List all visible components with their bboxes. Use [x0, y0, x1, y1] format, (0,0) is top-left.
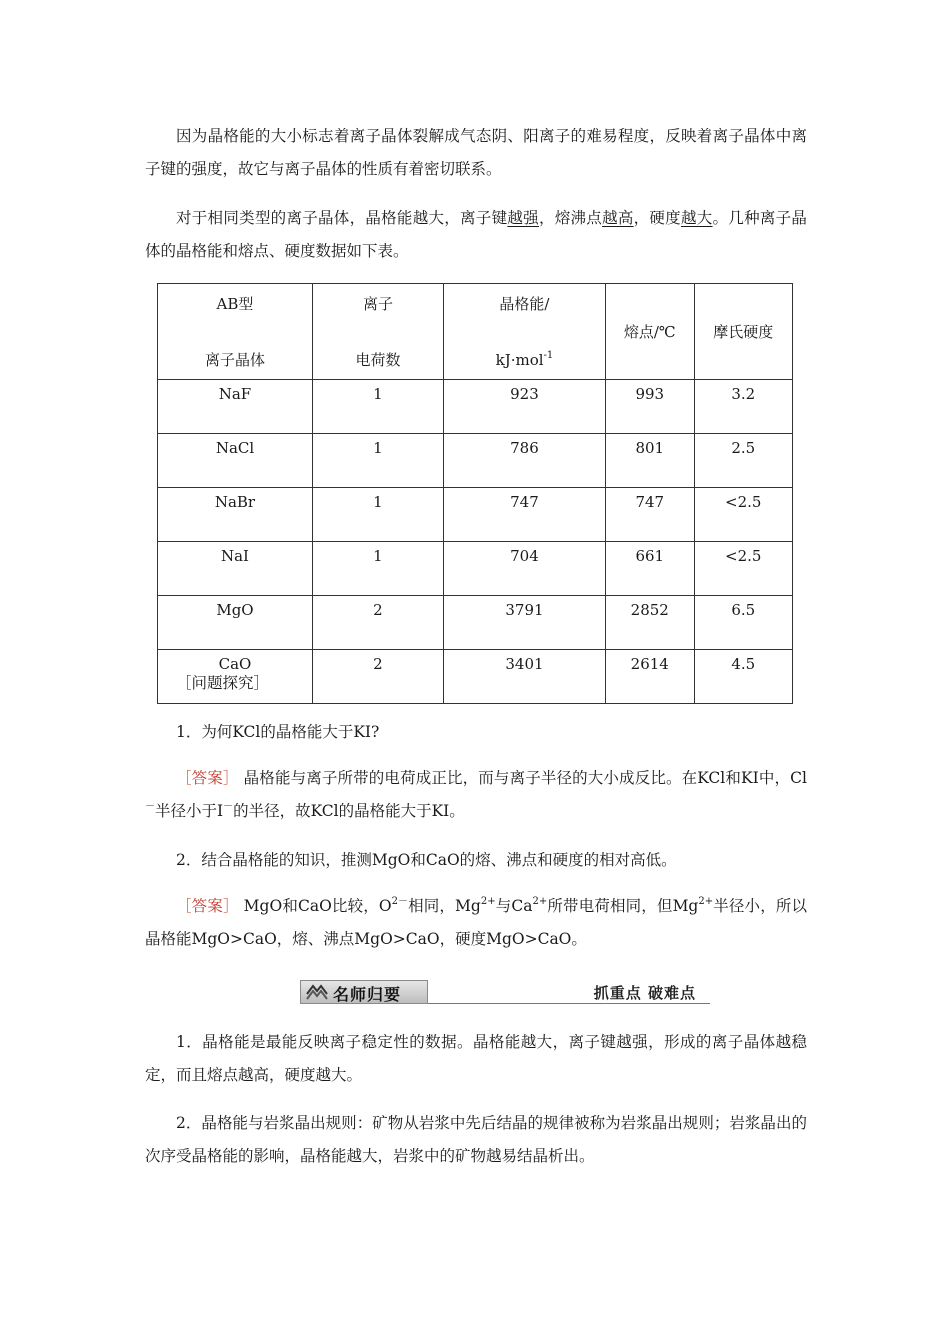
answer-label: ［答案］ [176, 769, 239, 787]
cell-melting-point: 661 [605, 542, 694, 596]
cell-melting-point: 2614 [605, 650, 694, 704]
cell-lattice-energy: 923 [443, 380, 605, 434]
question-1: 1．为何KCl的晶格能大于KI? [176, 723, 380, 741]
summary-1: 1．晶格能是最能反映离子稳定性的数据。晶格能越大，离子键越强，形成的离子晶体越稳定，而且熔点越高，硬度越大。 [145, 1033, 807, 1084]
table-row [158, 434, 793, 488]
cell-hardness: 3.2 [694, 380, 792, 434]
cell-lattice-energy: 704 [443, 542, 605, 596]
cell-charge: 2 [312, 650, 443, 704]
underlined-term: 越强 [507, 209, 539, 227]
underlined-term: 越大 [680, 209, 713, 227]
cell-crystal: NaBr [158, 488, 313, 542]
cell-crystal: MgO [158, 596, 313, 650]
intro-text: 对于相同类型的离子晶体，晶格能越大，离子键 [176, 209, 508, 227]
banner-tag [300, 980, 428, 1004]
table-header-row [158, 284, 793, 380]
cell-charge: 1 [312, 488, 443, 542]
cell-hardness: <2.5 [694, 488, 792, 542]
cell-lattice-energy: 747 [443, 488, 605, 542]
cell-lattice-energy: 3401 [443, 650, 605, 704]
header-mohs-hardness: 摩氏硬度 [694, 284, 792, 380]
intro-paragraph-1: 因为晶格能的大小标志着离子晶体裂解成气态阴、阳离子的难易程度，反映着离子晶体中离子键的强度，故它与离子晶体的性质有着密切联系。 [145, 127, 807, 178]
cell-hardness: 2.5 [694, 434, 792, 488]
inquiry-heading: ［问题探究］ [176, 674, 270, 692]
section-banner [300, 974, 710, 1006]
intro-text: ，熔沸点 [538, 209, 603, 227]
intro-text: 。几种离子晶体的晶格能和熔点、硬度数据如下表。 [145, 209, 807, 260]
cell-lattice-energy: 786 [443, 434, 605, 488]
header-melting-point: 熔点/℃ [605, 284, 694, 380]
cell-charge: 1 [312, 434, 443, 488]
cell-hardness: 6.5 [694, 596, 792, 650]
table-row [158, 380, 793, 434]
cell-crystal: NaCl [158, 434, 313, 488]
banner-subtitle: 抓重点 破难点 [593, 984, 696, 1002]
answer-1: ［答案］ 晶格能与离子所带的电荷成正比，而与离子半径的大小成反比。在KCl和KI中，Cl－半径小于I－的半径，故KCl的晶格能大于KI。 [145, 769, 807, 820]
banner-title: 名师归要 [333, 985, 402, 1004]
intro-paragraph-2 [145, 202, 807, 268]
cell-lattice-energy: 3791 [443, 596, 605, 650]
answer-label: ［答案］ [176, 897, 239, 915]
answer-2: ［答案］ MgO和CaO比较，$O^{2-}$相同，$Mg^{2+}$与$Ca^{2+}$所带电荷相同，但$Mg^{2+}$半径小，所以晶格能MgO>CaO，熔、沸点MgO>CaO，硬度MgO>CaO。 [145, 895, 807, 948]
table-row [158, 596, 793, 650]
header-crystal-type: AB型 离子晶体 [158, 284, 313, 380]
cell-crystal: NaF [158, 380, 313, 434]
cell-charge: 2 [312, 596, 443, 650]
header-ion-charge: 离子 电荷数 [312, 284, 443, 380]
table-row [158, 488, 793, 542]
wave-icon [305, 982, 329, 1006]
question-2: 2．结合晶格能的知识，推测MgO和CaO的熔、沸点和硬度的相对高低。 [176, 851, 677, 869]
intro-text: ，硬度 [633, 209, 681, 227]
table-row [158, 542, 793, 596]
cell-melting-point: 747 [605, 488, 694, 542]
cell-charge: 1 [312, 542, 443, 596]
summary-2: 2．晶格能与岩浆晶出规则：矿物从岩浆中先后结晶的规律被称为岩浆晶出规则；岩浆晶出的次序受晶格能的影响，晶格能越大，岩浆中的矿物越易结晶析出。 [145, 1114, 807, 1165]
header-lattice-energy: 晶格能/ kJ·mol$^{-1}$ [443, 284, 605, 380]
banner-rule [428, 1003, 710, 1004]
underlined-term: 越高 [602, 209, 634, 227]
cell-melting-point: 801 [605, 434, 694, 488]
cell-melting-point: 993 [605, 380, 694, 434]
cell-melting-point: 2852 [605, 596, 694, 650]
cell-crystal: CaO [158, 650, 313, 704]
cell-charge: 1 [312, 380, 443, 434]
cell-hardness: 4.5 [694, 650, 792, 704]
cell-hardness: <2.5 [694, 542, 792, 596]
lattice-energy-table [157, 283, 793, 704]
cell-crystal: NaI [158, 542, 313, 596]
